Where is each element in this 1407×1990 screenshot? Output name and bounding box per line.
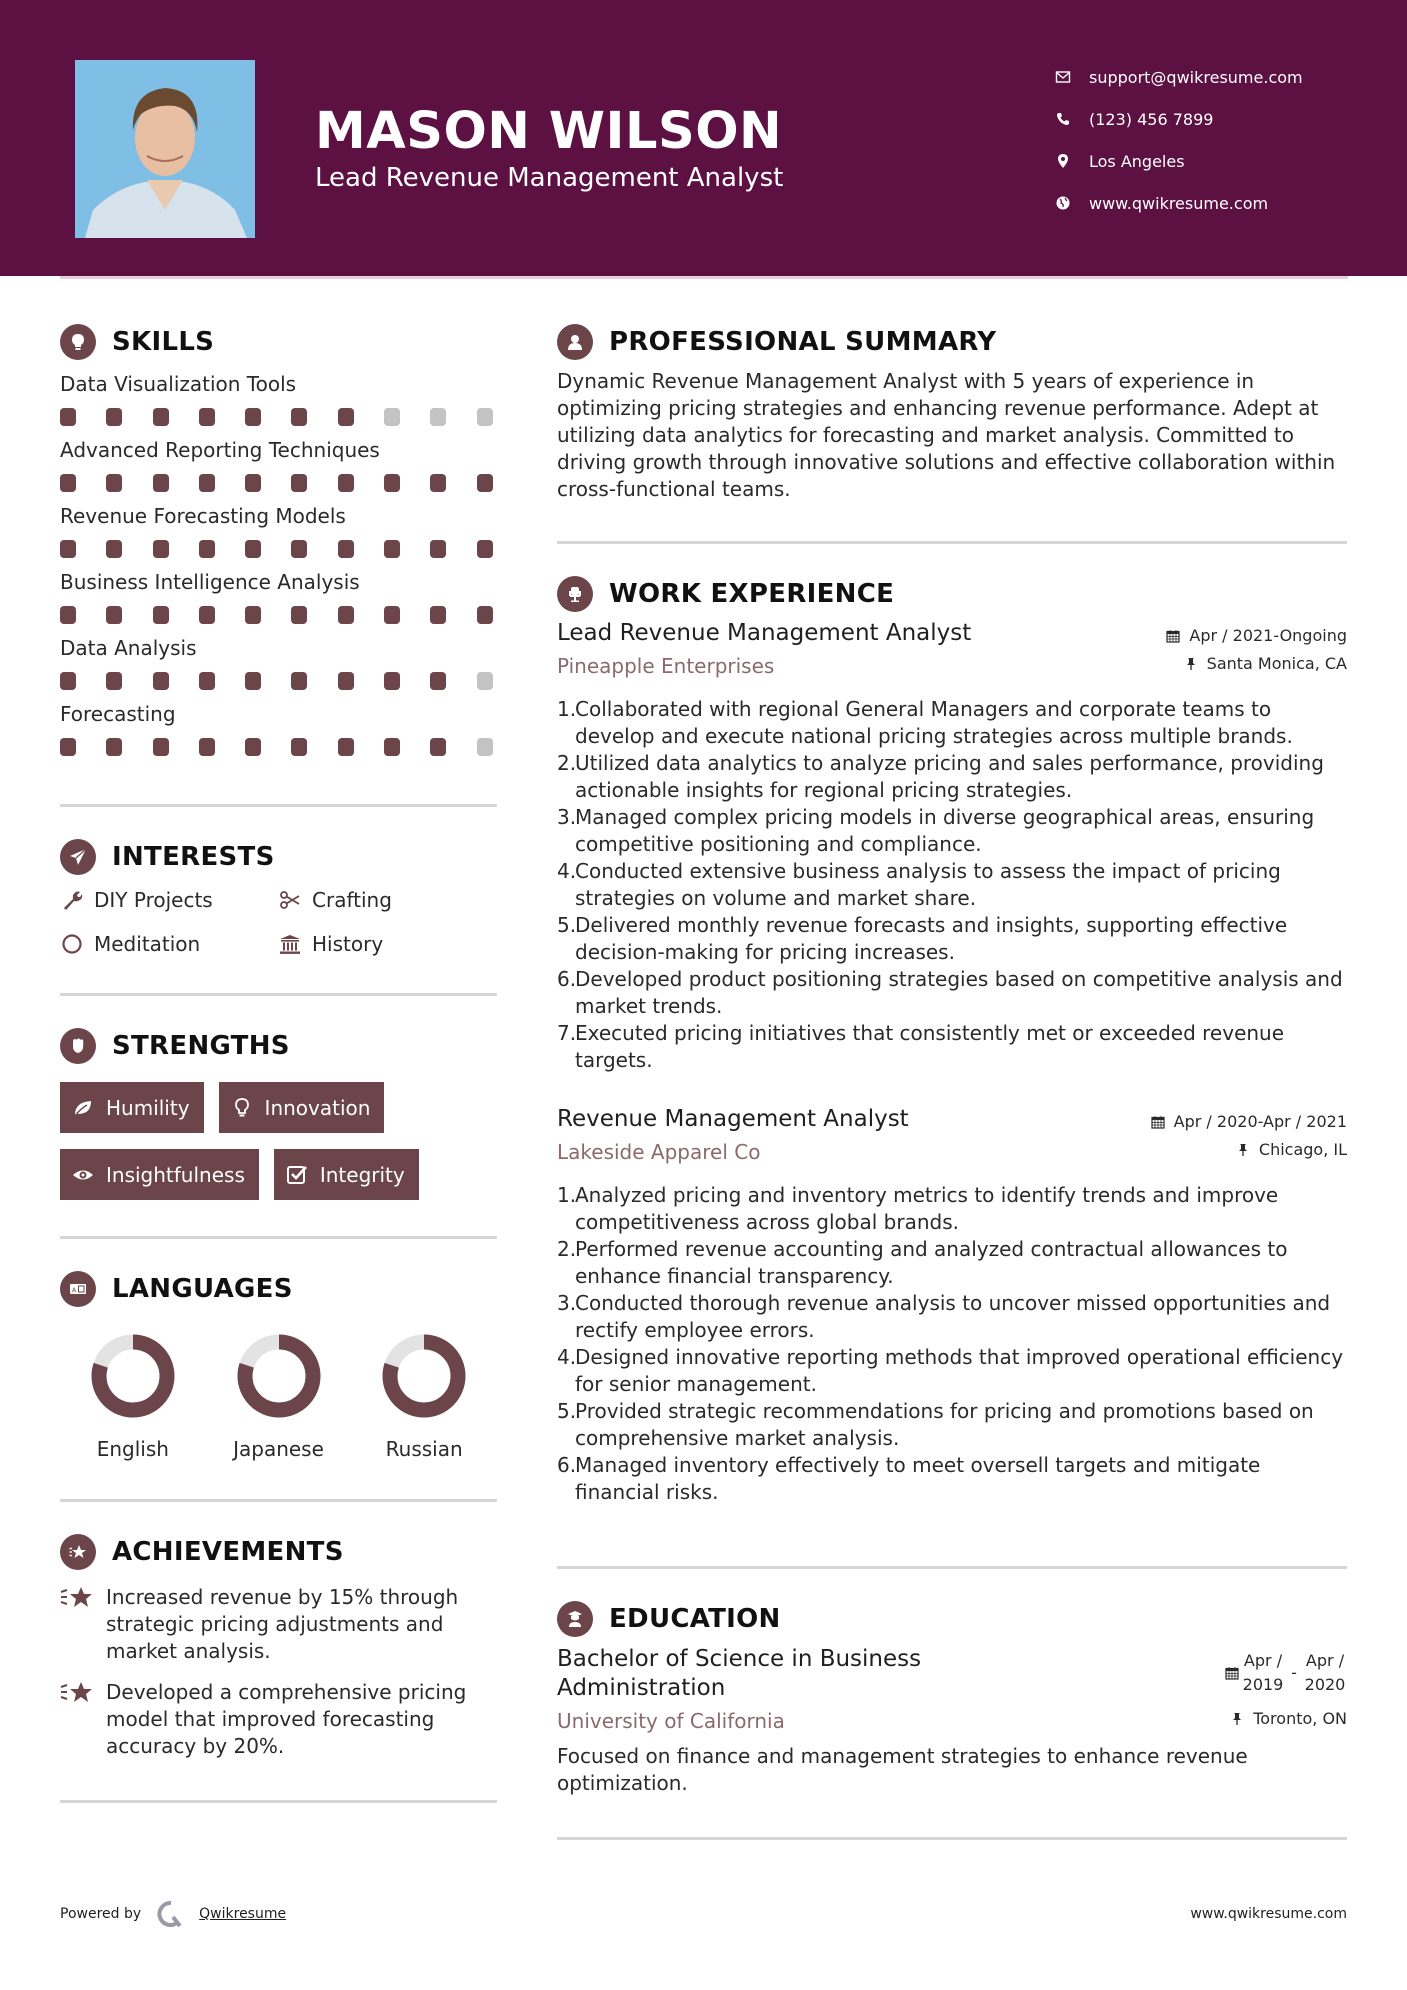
responsibility-item: 2. Performed revenue accounting and analyzed contractual allowances to enhance financial transparency. <box>557 1237 1288 1288</box>
responsibility-item: 6. Managed inventory effectively to meet oversell targets and mitigate financial risks. <box>557 1453 1261 1504</box>
achievement-text: Increased revenue by 15% through strategic pricing adjustments and market analysis. <box>106 1585 459 1663</box>
language-proficiency-ring <box>381 1333 467 1419</box>
strength-label: Integrity <box>319 1162 405 1187</box>
rating-dot <box>338 408 354 426</box>
rating-dot <box>338 672 354 690</box>
interest-label: DIY Projects <box>94 888 213 912</box>
left-column <box>60 320 497 1803</box>
rating-dot <box>245 408 261 426</box>
rating-dot <box>338 738 354 756</box>
skill-name: Data Analysis <box>60 636 197 660</box>
museum-icon <box>278 932 302 956</box>
language-proficiency-ring <box>90 1333 176 1419</box>
lightbulb-icon <box>60 324 96 360</box>
language-name: Russian <box>385 1437 463 1461</box>
profile-photo <box>75 60 255 238</box>
interest-label: History <box>312 932 384 956</box>
rating-dot <box>384 540 400 558</box>
job-responsibilities <box>557 1182 1347 1506</box>
education-title: EDUCATION <box>609 1604 781 1634</box>
interests-list <box>60 885 497 959</box>
summary-section <box>557 320 1347 544</box>
candidate-title: Lead Revenue Management Analyst <box>315 163 784 193</box>
star-badge-icon <box>60 1534 96 1570</box>
strengths-title: STRENGTHS <box>112 1031 290 1061</box>
rating-dot <box>477 540 493 558</box>
responsibility-item: 2. Utilized data analytics to analyze pricing and sales performance, providing actionable insights for regional pricing strategies. <box>557 751 1324 802</box>
education-dates <box>1225 1649 1347 1697</box>
edu-start-year: 2019 <box>1242 1675 1284 1694</box>
rating-dot <box>430 606 446 624</box>
rating-dot <box>153 474 169 492</box>
rating-dot <box>245 738 261 756</box>
rating-dot <box>199 474 215 492</box>
rating-dot <box>430 408 446 426</box>
responsibility-item: 1. Analyzed pricing and inventory metrics to identify trends and improve competitiveness across global brands. <box>557 1183 1279 1234</box>
interest-label: Crafting <box>312 888 392 912</box>
contact-location-text: Los Angeles <box>1089 151 1185 171</box>
rating-dot <box>245 474 261 492</box>
education-subheader <box>557 1709 1347 1733</box>
strengths-section <box>60 1024 497 1239</box>
rating-dot <box>199 408 215 426</box>
responsibility-item: 3. Managed complex pricing models in diverse geographical areas, ensuring competitive positioning and compliance. <box>557 805 1315 856</box>
strength-chip <box>219 1082 385 1133</box>
rating-dot <box>106 408 122 426</box>
rating-dot <box>430 540 446 558</box>
qwikresume-logo-icon <box>157 1900 185 1928</box>
rating-dot <box>430 672 446 690</box>
contact-email[interactable] <box>1055 56 1303 98</box>
education-header <box>557 1645 1347 1703</box>
job-dates: Apr / 2021-Ongoing <box>1166 626 1347 645</box>
qwikresume-link[interactable]: Qwikresume <box>199 1906 287 1922</box>
rating-dot <box>477 672 493 690</box>
rating-dot <box>430 474 446 492</box>
resume-header <box>0 0 1407 276</box>
skill-rating <box>60 540 497 562</box>
language-name: English <box>96 1437 169 1461</box>
rating-dot <box>477 738 493 756</box>
fist-icon <box>60 1028 96 1064</box>
skill-name: Revenue Forecasting Models <box>60 504 346 528</box>
pushpin-icon <box>1184 657 1198 671</box>
pushpin-icon <box>1230 1712 1244 1726</box>
rating-dot <box>477 408 493 426</box>
strength-chip <box>60 1082 204 1133</box>
globe-icon <box>1055 195 1071 211</box>
rating-dot <box>106 606 122 624</box>
language-item <box>206 1333 352 1461</box>
contact-email-text: support@qwikresume.com <box>1089 67 1303 87</box>
rating-dot <box>199 738 215 756</box>
section-divider <box>60 1499 497 1502</box>
section-divider <box>60 1800 497 1803</box>
footer-powered-by <box>60 1900 286 1928</box>
education-location: Toronto, ON <box>1230 1709 1347 1728</box>
responsibility-item: 3. Conducted thorough revenue analysis to uncover missed opportunities and rectify employee errors. <box>557 1291 1331 1342</box>
rating-dot <box>106 672 122 690</box>
interest-item <box>60 885 278 915</box>
interest-item <box>60 929 278 959</box>
language-item <box>351 1333 497 1461</box>
right-column <box>557 320 1347 1840</box>
eye-icon <box>72 1164 94 1186</box>
rating-dot <box>245 672 261 690</box>
scissors-icon <box>278 888 302 912</box>
edu-start-month: Apr / <box>1243 1651 1283 1670</box>
rating-dot <box>106 540 122 558</box>
rating-dot <box>153 606 169 624</box>
section-divider <box>60 993 497 996</box>
interest-item <box>278 885 478 915</box>
rating-dot <box>477 474 493 492</box>
contact-phone[interactable] <box>1055 98 1303 140</box>
contact-list <box>1055 56 1303 224</box>
languages-section <box>60 1267 497 1502</box>
rating-dot <box>60 474 76 492</box>
languages-list <box>60 1333 497 1461</box>
rating-dot <box>245 540 261 558</box>
skills-list <box>60 372 497 760</box>
section-divider <box>557 1837 1347 1840</box>
rating-dot <box>291 672 307 690</box>
rating-dot <box>60 540 76 558</box>
skill-rating <box>60 408 497 430</box>
rating-dot <box>60 606 76 624</box>
rating-dot <box>199 672 215 690</box>
skill-name: Business Intelligence Analysis <box>60 570 360 594</box>
interests-section <box>60 835 497 996</box>
rating-dot <box>338 474 354 492</box>
rating-dot <box>477 606 493 624</box>
job-dates: Apr / 2020-Apr / 2021 <box>1151 1112 1347 1131</box>
contact-phone-text: (123) 456 7899 <box>1089 109 1214 129</box>
edu-end-month: Apr / <box>1305 1651 1345 1670</box>
company-name: Pineapple Enterprises <box>557 654 775 678</box>
responsibility-item: 7. Executed pricing initiatives that consistently met or exceeded revenue targets. <box>557 1021 1285 1072</box>
phone-icon <box>1055 111 1071 127</box>
section-divider <box>60 804 497 807</box>
contact-website[interactable] <box>1055 182 1303 224</box>
section-divider <box>557 541 1347 544</box>
job-subheader <box>557 654 1347 678</box>
strengths-list <box>60 1082 497 1200</box>
rating-dot <box>291 606 307 624</box>
job-entry <box>557 1106 1347 1506</box>
responsibility-item: 4. Conducted extensive business analysis to assess the impact of pricing strategies on volume and market share. <box>557 859 1281 910</box>
interest-label: Meditation <box>94 932 201 956</box>
calendar-icon <box>1225 1666 1239 1680</box>
rating-dot <box>338 606 354 624</box>
job-subheader <box>557 1140 1347 1164</box>
skill-name: Forecasting <box>60 702 176 726</box>
profile-photo-image <box>75 60 255 238</box>
rating-dot <box>199 540 215 558</box>
skill-rating <box>60 672 497 694</box>
rating-dot <box>384 408 400 426</box>
responsibility-item: 4. Designed innovative reporting methods that improved operational efficiency for senior management. <box>557 1345 1344 1396</box>
language-proficiency-ring <box>236 1333 322 1419</box>
rating-dot <box>153 540 169 558</box>
skill-name: Data Visualization Tools <box>60 372 297 396</box>
language-name: Japanese <box>233 1437 324 1461</box>
graduate-icon <box>557 1601 593 1637</box>
envelope-icon <box>1055 69 1071 85</box>
rating-dot <box>106 738 122 756</box>
calendar-icon <box>1151 1115 1165 1129</box>
header-divider <box>60 276 1348 279</box>
achievement-item <box>60 1679 497 1760</box>
job-title: Lead Revenue Management Analyst <box>557 620 972 646</box>
footer-website[interactable]: www.qwikresume.com <box>1190 1906 1347 1922</box>
strength-label: Humility <box>106 1095 190 1120</box>
summary-title: PROFESSIONAL SUMMARY <box>609 327 997 357</box>
job-entry <box>557 620 1347 1074</box>
checkbox-icon <box>286 1164 308 1186</box>
interests-title: INTERESTS <box>112 842 275 872</box>
degree-name: Bachelor of Science in Business Administration <box>557 1646 922 1701</box>
candidate-name: MASON WILSON <box>315 102 783 161</box>
strength-label: Innovation <box>264 1095 371 1120</box>
rating-dot <box>153 672 169 690</box>
strength-chip <box>274 1149 419 1200</box>
interest-item <box>278 929 478 959</box>
strength-chip <box>60 1149 259 1200</box>
section-divider <box>557 1566 1347 1569</box>
translate-icon <box>60 1271 96 1307</box>
job-header <box>557 620 1347 646</box>
rating-dot <box>291 408 307 426</box>
achievements-title: ACHIEVEMENTS <box>112 1537 344 1567</box>
rating-dot <box>384 606 400 624</box>
edu-date-separator: - <box>1291 1663 1297 1682</box>
education-description: Focused on finance and management strategies to enhance revenue optimization. <box>557 1744 1248 1795</box>
experience-section <box>557 572 1347 1506</box>
rating-dot <box>291 738 307 756</box>
rating-dot <box>60 408 76 426</box>
star-icon <box>60 1584 94 1612</box>
rating-dot <box>291 540 307 558</box>
rating-dot <box>430 738 446 756</box>
responsibility-item: 1. Collaborated with regional General Managers and corporate teams to develop and execute national pricing strategies across multiple brands. <box>557 697 1293 748</box>
contact-location <box>1055 140 1303 182</box>
rating-dot <box>60 672 76 690</box>
skill-name: Advanced Reporting Techniques <box>60 438 380 462</box>
languages-title: LANGUAGES <box>112 1274 293 1304</box>
office-chair-icon <box>557 576 593 612</box>
user-icon <box>557 324 593 360</box>
rating-dot <box>291 474 307 492</box>
job-location: Chicago, IL <box>1236 1140 1347 1159</box>
skill-rating <box>60 738 497 760</box>
lightbulb-icon <box>231 1097 253 1119</box>
job-location: Santa Monica, CA <box>1184 654 1347 673</box>
school-name: University of California <box>557 1709 785 1733</box>
company-name: Lakeside Apparel Co <box>557 1140 761 1164</box>
responsibility-item: 6. Developed product positioning strategies based on competitive analysis and market trends. <box>557 967 1343 1018</box>
achievements-section <box>60 1530 497 1803</box>
skills-title: SKILLS <box>112 327 215 357</box>
responsibility-item: 5. Delivered monthly revenue forecasts and insights, supporting effective decision-making for pricing increases. <box>557 913 1288 964</box>
rating-dot <box>384 474 400 492</box>
language-item <box>60 1333 206 1461</box>
strength-label: Insightfulness <box>106 1162 245 1187</box>
map-pin-icon <box>1055 153 1071 169</box>
rating-dot <box>153 408 169 426</box>
achievement-item <box>60 1584 497 1665</box>
job-responsibilities <box>557 696 1347 1074</box>
pushpin-icon <box>1236 1143 1250 1157</box>
achievement-text: Developed a comprehensive pricing model that improved forecasting accuracy by 20%. <box>106 1680 467 1758</box>
skills-section <box>60 320 497 807</box>
job-title: Revenue Management Analyst <box>557 1106 909 1132</box>
powered-by-text: Powered by <box>60 1906 142 1922</box>
rating-dot <box>384 738 400 756</box>
calendar-icon <box>1166 629 1180 643</box>
skill-rating <box>60 606 497 628</box>
star-icon <box>60 1679 94 1707</box>
jobs-list <box>557 620 1347 1506</box>
rating-dot <box>153 738 169 756</box>
job-header <box>557 1106 1347 1132</box>
rating-dot <box>199 606 215 624</box>
section-divider <box>60 1236 497 1239</box>
circle-icon <box>60 932 84 956</box>
svg-text:A: A <box>72 1287 77 1294</box>
education-section <box>557 1597 1347 1840</box>
rating-dot <box>106 474 122 492</box>
paper-plane-icon <box>60 839 96 875</box>
experience-title: WORK EXPERIENCE <box>609 579 895 609</box>
contact-website-text: www.qwikresume.com <box>1089 193 1269 213</box>
rating-dot <box>384 672 400 690</box>
leaf-icon <box>72 1097 94 1119</box>
summary-text: Dynamic Revenue Management Analyst with 5 years of experience in optimizing pricing strategies and enhancing revenue performance. Adept at utilizing data analytics for forecasting and market analysis. Committed to driving growth through innovative solutions and effective collaboration within cross-functional teams. <box>557 369 1336 501</box>
rating-dot <box>245 606 261 624</box>
rating-dot <box>338 540 354 558</box>
rating-dot <box>60 738 76 756</box>
edu-end-year: 2020 <box>1304 1675 1346 1694</box>
responsibility-item: 5. Provided strategic recommendations for pricing and promotions based on comprehensive market analysis. <box>557 1399 1314 1450</box>
skill-rating <box>60 474 497 496</box>
wrench-icon <box>60 888 84 912</box>
